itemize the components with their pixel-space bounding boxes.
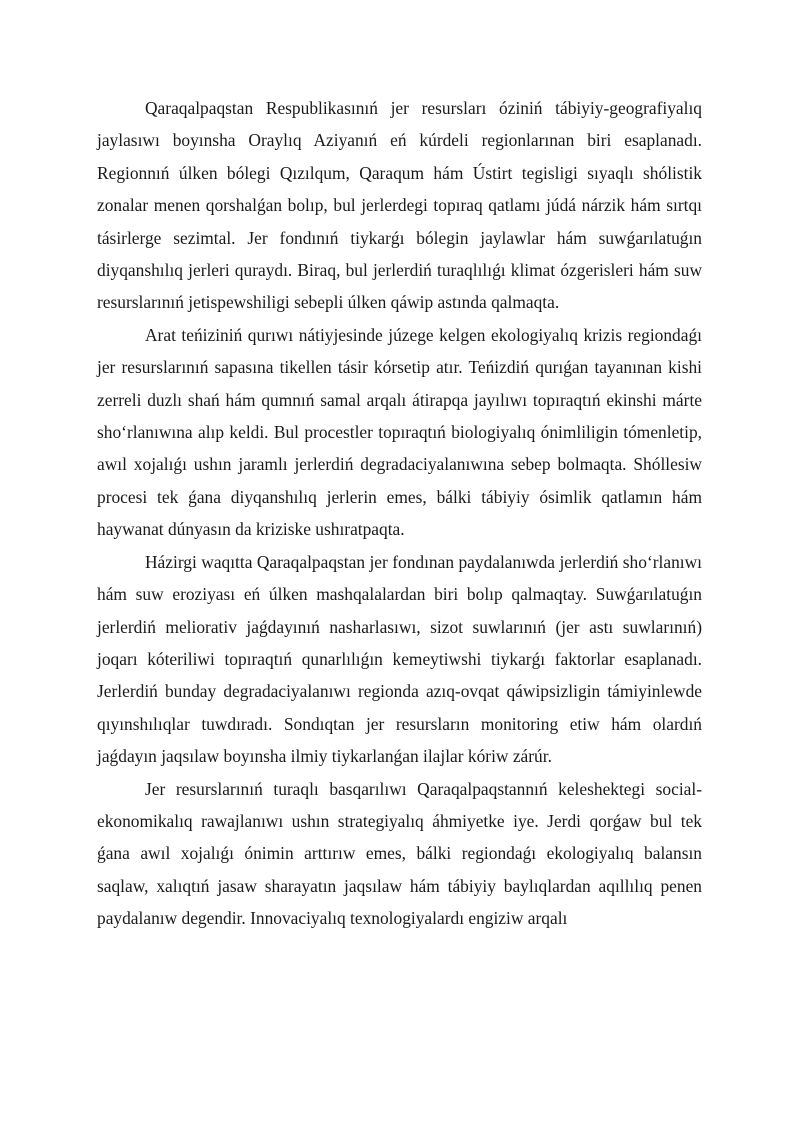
- paragraph-2: Arat teńiziniń qurıwı nátiyjesinde júzege kelgen ekologiyalıq krizis regiondaǵı jer resurslarınıń sapasına tikellen tásir kórsetip atır. Teńizdiń qurıǵan tayanınan kishi zerreli duzlı shań hám qumnıń samal arqalı átirapqa jayılıwı topıraqtıń ekinshi márte sho‘rlanıwına alıp keldi. Bul procestler topıraqtıń biologiyalıq ónimliligin tómenletip, awıl xojalıǵı ushın jaramlı jerlerdiń degradaciyalanıwına sebep bolmaqta. Shóllesiw procesi tek ǵana diyqanshılıq jerlerin emes, bálki tábiyiy ósimlik qatlamın hám haywanat dúnyasın da kriziske ushıratpaqta.: [97, 324, 702, 540]
- paragraph-1: Qaraqalpaqstan Respublikasınıń jer resursları óziniń tábiyiy-geografiyalıq jaylasıwı boyınsha Oraylıq Aziyanıń eń kúrdeli regionlarınan biri esaplanadı. Regionnıń úlken bólegi Qızılqum, Qaraqum hám Ústirt tegisligi sıyaqlı shólistik zonalar menen qorshalǵan bolıp, bul jerlerdegi topıraq qatlamı júdá nárzik hám sırtqı tásirlerge sezimtal. Jer fondınıń tiykarǵı bólegin jaylawlar hám suwǵarılatuǵın diyqanshılıq jerleri quraydı. Biraq, bul jerlerdiń turaqlılıǵı klimat ózgerisleri hám suw resurslarınıń jetispewshiligi sebepli úlken qáwip astında qalmaqta.: [97, 98, 702, 313]
- paragraph-4: Jer resurslarınıń turaqlı basqarılıwı Qaraqalpaqstannıń keleshektegi social-ekonomikalıq rawajlanıwı ushın strategiyalıq áhmiyetke iye. Jerdi qorǵaw bul tek ǵana awıl xojalıǵı ónimin arttırıw emes, bálki regiondaǵı ekologiyalıq balansın saqlaw, xalıqtıń jasaw sharayatın jaqsılaw hám tábiyiy baylıqlardan aqıllılıq penen paydalanıw degendir. Innovaciyalıq texnologiyalardı engiziw arqalı: [97, 778, 702, 929]
- document-body: [97, 92, 702, 935]
- paragraph-3: Házirgi waqıtta Qaraqalpaqstan jer fondınan paydalanıwda jerlerdiń sho‘rlanıwı hám suw eroziyası eń úlken mashqalalardan biri bolıp qalmaqtay. Suwǵarılatuǵın jerlerdiń meliorativ jaǵdayınıń nasharlasıwı, sizot suwlarınıń (jer astı suwlarınıń) joqarı kóteriliwi topıraqtıń qunarlılıǵın kemeytiwshi tiykarǵı faktorlar esaplanadı. Jerlerdiń bunday degradaciyalanıwı regionda azıq-ovqat qáwipsizligin támiyinlewde qıyınshılıqlar tuwdıradı. Sondıqtan jer resursların monitoring etiw hám olardıń jaǵdayın jaqsılaw boyınsha ilmiy tiykarlanǵan ilajlar kóriw zárúr.: [97, 551, 702, 767]
